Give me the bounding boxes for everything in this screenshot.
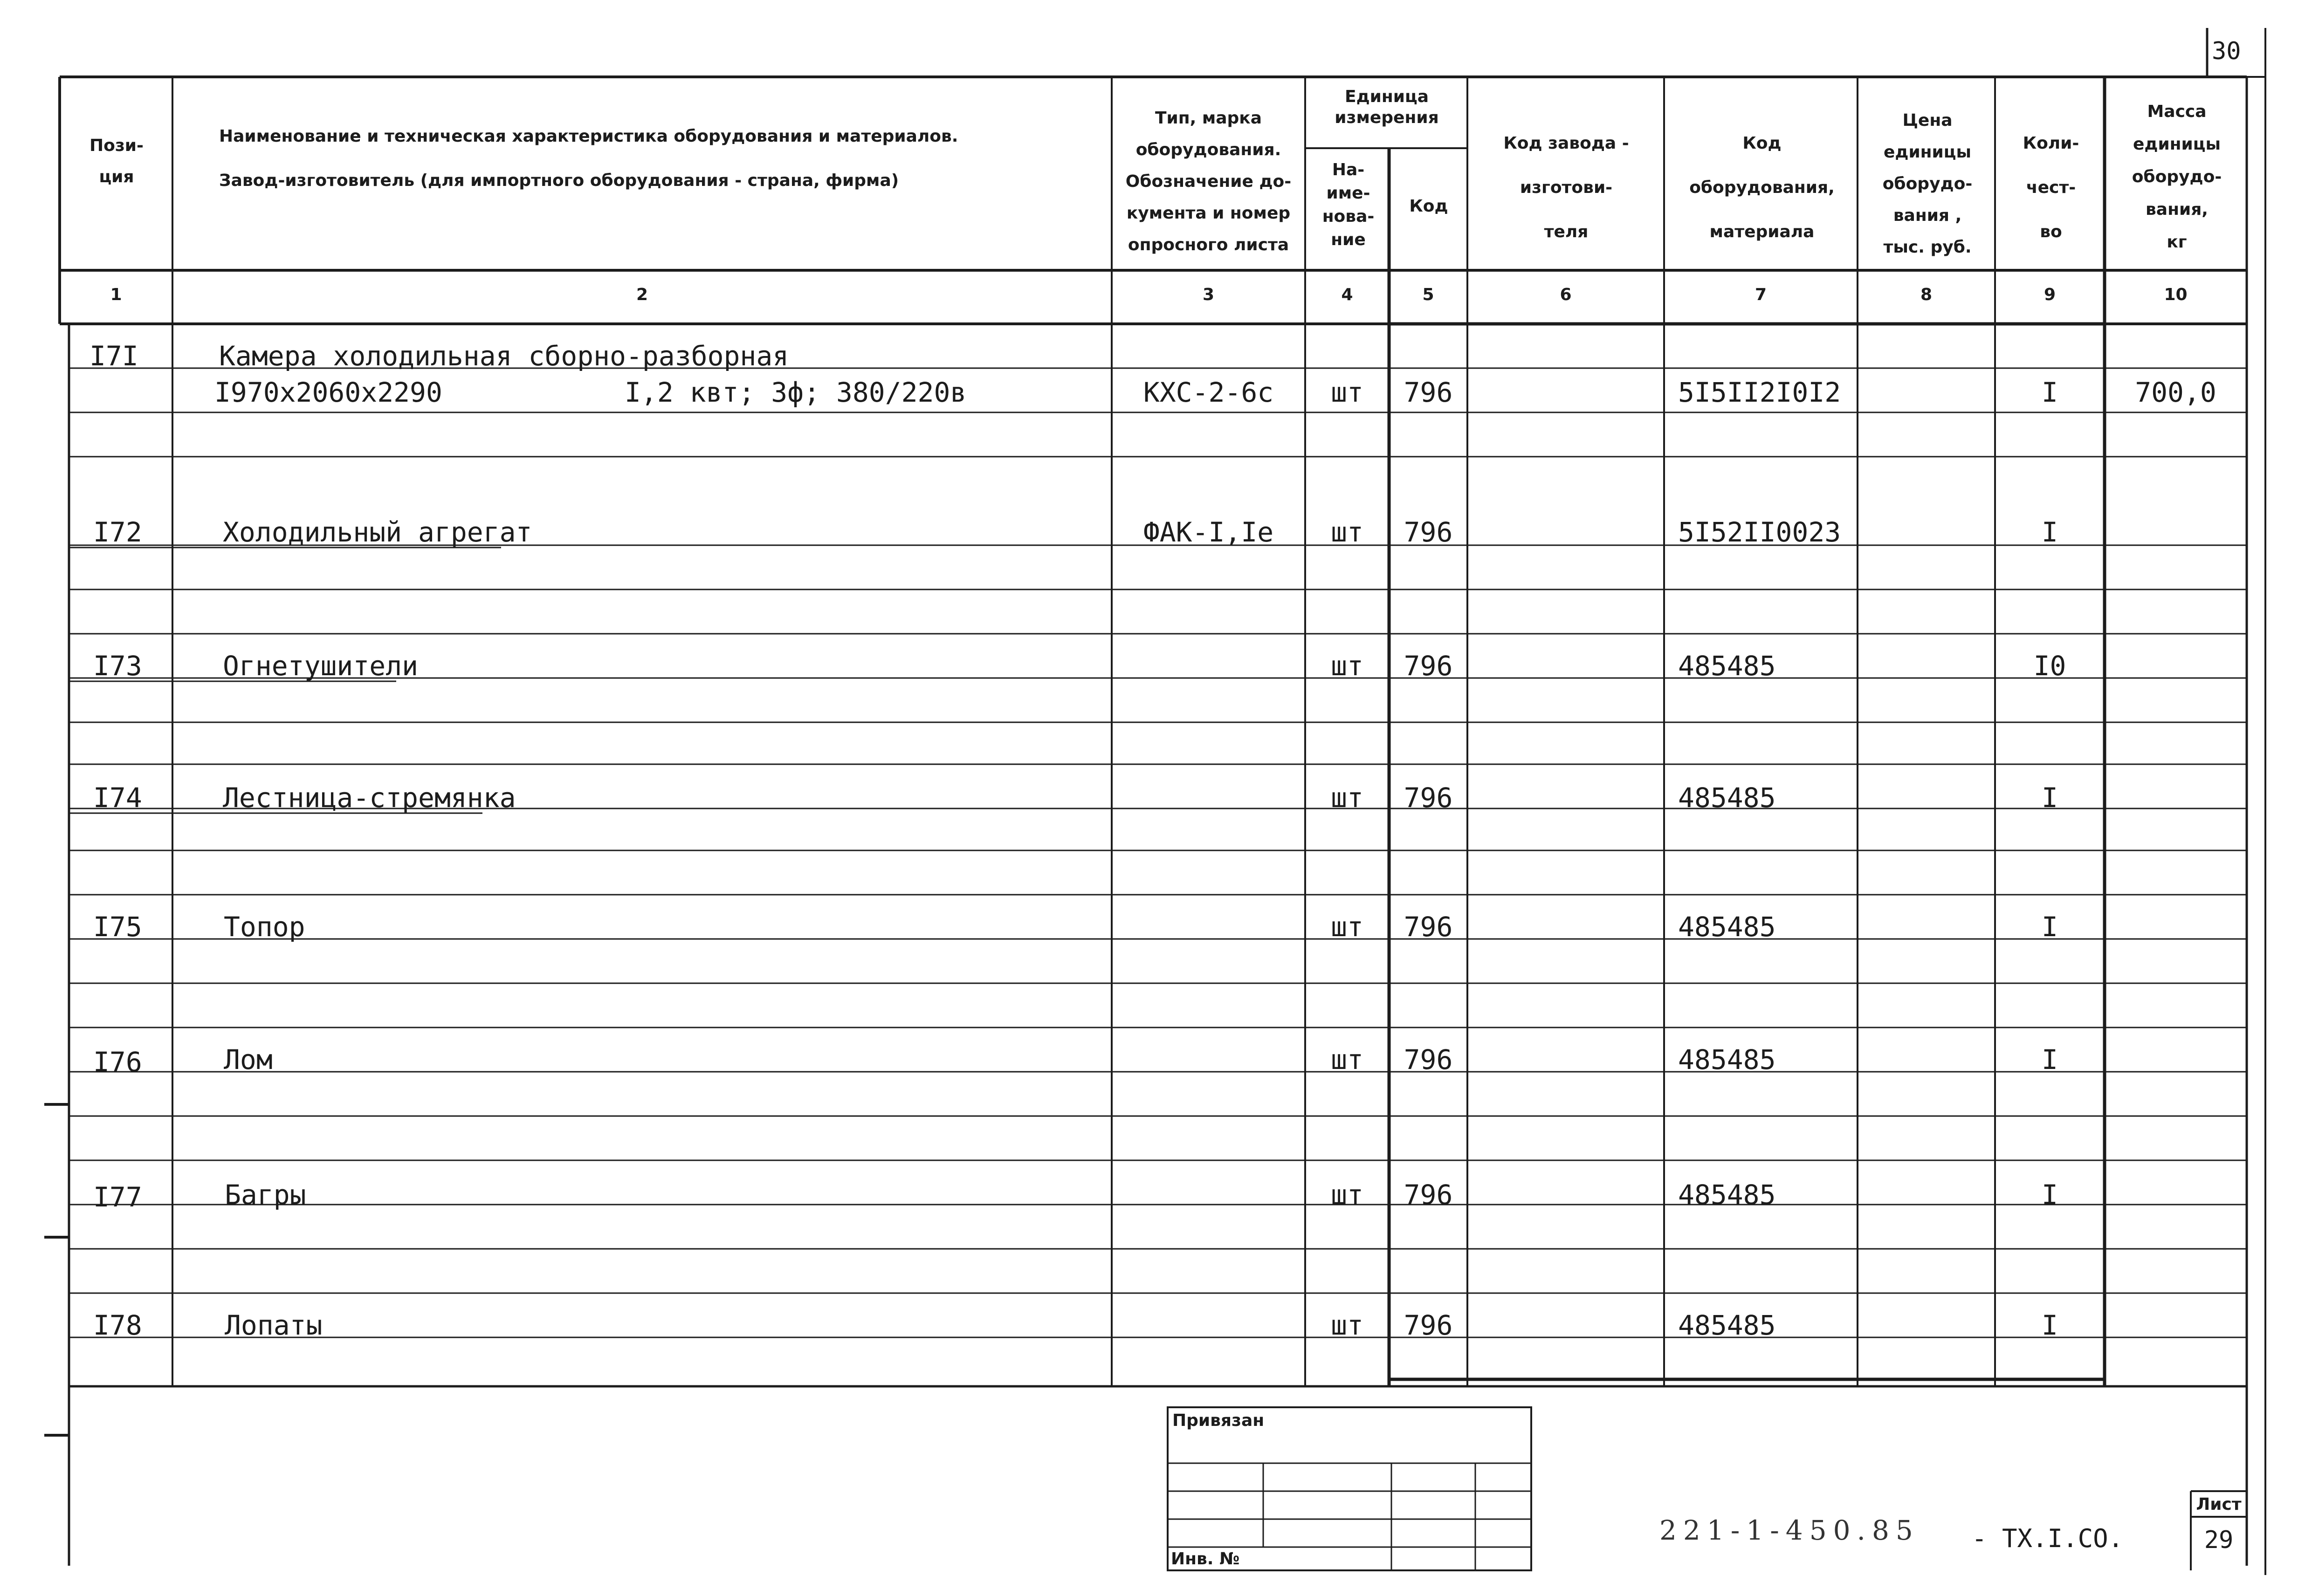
document-code: 221-1-450.85 — [1659, 1514, 1920, 1546]
row-unit-code: 796 — [1404, 1309, 1453, 1341]
row-unit: шт — [1331, 1179, 1363, 1211]
row-name: Лестница-стремянка — [223, 782, 516, 814]
row-name: Холодильный агрегат — [223, 516, 532, 548]
header-name: Наименование и техническая характеристика оборудования и материалов. Завод-изготовитель (для импортного оборудования - страна, фирма) — [219, 127, 958, 190]
stamp-inventory-label: Инв. № — [1171, 1549, 1240, 1569]
row-specification: I,2 квт; 3ф; 380/220в — [625, 377, 967, 408]
row-type: ФАК-I,Iе — [1143, 516, 1274, 548]
row-equipment-code: 5I52II0023 — [1678, 516, 1841, 548]
row-equipment-code: 485485 — [1678, 650, 1776, 682]
header-unit-group: Единица измерения — [1335, 87, 1439, 127]
header-mass: Масса единицы оборудо- вания, кг — [2132, 102, 2222, 252]
row-unit-code: 796 — [1404, 516, 1453, 548]
row-name: Лом — [224, 1044, 273, 1075]
row-position: I7I — [89, 340, 138, 372]
row-position: I72 — [93, 516, 142, 548]
row-unit: шт — [1331, 782, 1363, 814]
row-name: Огнетушители — [223, 650, 419, 682]
row-equipment-code: 485485 — [1678, 1044, 1776, 1075]
header-unit-name: На- име- нова- ние — [1322, 160, 1375, 249]
row-dimensions: I970x2060x2290 — [214, 377, 442, 408]
row-position: I73 — [93, 650, 142, 682]
header-factory-code: Код завода - изготови- теля — [1503, 134, 1629, 241]
document-suffix: - ТХ.I.СО. — [1972, 1524, 2124, 1553]
row-quantity: I — [2042, 377, 2058, 408]
row-quantity: I — [2042, 516, 2058, 548]
row-name: Лопаты — [225, 1309, 323, 1341]
row-unit: шт — [1331, 911, 1363, 943]
row-unit: шт — [1331, 1309, 1363, 1341]
row-quantity: I — [2042, 782, 2058, 814]
row-name: Камера холодильная сборно-разборная — [219, 340, 789, 372]
row-position: I75 — [93, 911, 142, 943]
column-number: 10 — [2164, 285, 2188, 304]
header-quantity: Коли- чест- во — [2023, 134, 2079, 241]
row-unit: шт — [1331, 650, 1363, 682]
header-position: Пози- ция — [89, 136, 144, 186]
row-quantity: I — [2042, 911, 2058, 943]
row-unit-code: 796 — [1404, 1179, 1453, 1211]
column-number: 4 — [1341, 285, 1353, 304]
row-mass: 700,0 — [2135, 377, 2216, 408]
row-equipment-code: 485485 — [1678, 911, 1776, 943]
column-number: 7 — [1755, 285, 1767, 304]
row-unit-code: 796 — [1404, 911, 1453, 943]
row-unit: шт — [1331, 377, 1363, 408]
header-price: Цена единицы оборудо- вания , тыс. руб. — [1882, 111, 1973, 257]
row-unit-code: 796 — [1404, 650, 1453, 682]
row-type: КХС-2-6с — [1143, 377, 1274, 408]
row-quantity: I — [2042, 1044, 2058, 1075]
sheet-label: Лист — [2196, 1495, 2242, 1514]
header-equipment-code: Код оборудования, материала — [1689, 134, 1835, 241]
row-equipment-code: 485485 — [1678, 782, 1776, 814]
row-name: Топор — [224, 911, 305, 943]
row-unit-code: 796 — [1404, 782, 1453, 814]
row-quantity: I0 — [2033, 650, 2066, 682]
row-position: I74 — [93, 782, 142, 814]
column-number: 3 — [1202, 285, 1215, 304]
row-name: Багры — [225, 1179, 306, 1211]
row-unit-code: 796 — [1404, 377, 1453, 408]
column-number: 9 — [2044, 285, 2056, 304]
row-quantity: I — [2042, 1309, 2058, 1341]
column-number: 5 — [1422, 285, 1434, 304]
column-number: 2 — [636, 285, 648, 304]
row-equipment-code: 485485 — [1678, 1179, 1776, 1211]
column-number: 8 — [1920, 285, 1933, 304]
row-position: I78 — [93, 1309, 142, 1341]
row-unit-code: 796 — [1404, 1044, 1453, 1075]
stamp-bound-label: Привязан — [1172, 1411, 1265, 1430]
row-equipment-code: 485485 — [1678, 1309, 1776, 1341]
page-number: 30 — [2212, 37, 2241, 65]
column-number: 1 — [110, 285, 122, 304]
row-position: I76 — [93, 1046, 142, 1078]
row-unit: шт — [1331, 1044, 1363, 1075]
header-type: Тип, марка оборудования. Обозначение до- кумента и номер опросного листа — [1125, 109, 1292, 254]
sheet-number: 29 — [2204, 1526, 2234, 1554]
row-unit: шт — [1331, 516, 1363, 548]
header-unit-code: Код — [1409, 197, 1448, 216]
row-position: I77 — [93, 1181, 142, 1213]
row-equipment-code: 5I5II2I0I2 — [1678, 377, 1841, 408]
row-quantity: I — [2042, 1179, 2058, 1211]
column-number: 6 — [1560, 285, 1572, 304]
